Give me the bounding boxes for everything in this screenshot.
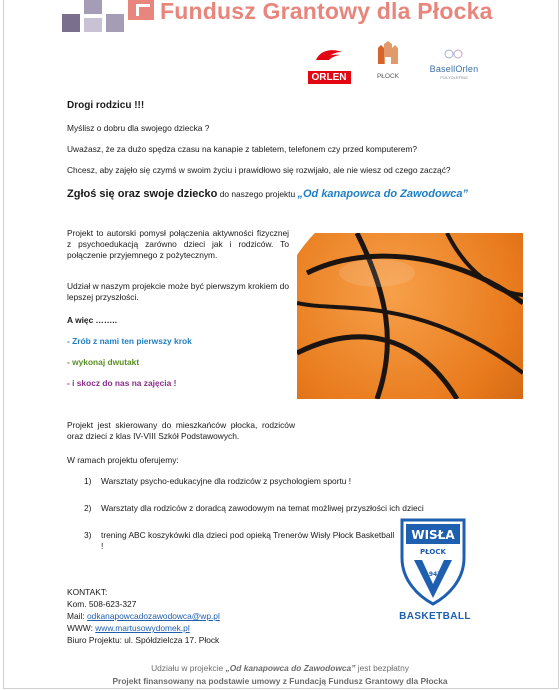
step-first: - Zrób z nami ten pierwszy krok [67,336,192,346]
offer-intro: W ramach projektu oferujemy: [67,455,179,465]
contact-www-link[interactable]: www.martusowydomek.pl [95,623,190,633]
footer-free-participation [0,663,560,673]
contact-mail-row [67,611,220,622]
offer-3-text: trening ABC koszykówki dla dzieci pod opieką Trenerów Wisły Płock Basketball ! [101,530,395,552]
orlen-logo-text: ORLEN [308,71,351,84]
basketball-image [297,233,523,399]
grant-fund-logo-blocks [62,0,158,32]
contact-mail-link[interactable]: odkanapowcadozawodowca@wp.pl [87,611,220,621]
basell-orlen-wave-icon [444,49,464,59]
plock-logo-text: PŁOCK [376,73,400,80]
offer-2-text: Warsztaty dla rodziców z doradcą zawodowym na temat możliwej przyszłości ich dzieci [101,503,424,513]
contact-heading: KONTAKT: [67,587,108,597]
target-audience: Projekt jest skierowany do mieszkańców płocka, rodziców oraz dzieci z klas IV-VIII Szkół Podstawowych. [67,420,295,442]
footer-line1-project: „Od kanapowca do Zawodowca” [225,663,356,673]
crest-year: 1947 [424,571,442,578]
letter-question-3: Chcesz, aby zajęło się czymś w swoim życiu i prawidłowo się rozwijało, ale nie wiesz od czego zacząć? [67,165,451,175]
footer-line1-suffix: jest bezpłatny [355,663,409,673]
cta-connector: do naszego projektu [217,189,298,199]
crest-city: PŁOCK [420,548,446,556]
step-second: - wykonaj dwutakt [67,357,140,367]
orlen-eagle-icon [314,46,344,62]
letter-question-1: Myślisz o dobru dla swojego dziecka ? [67,123,210,133]
wisla-plock-crest [400,518,466,606]
call-to-action [67,184,468,202]
basketball-icon [297,233,523,399]
project-benefit: Udział w naszym projekcie może być pierwszym krokiem do lepszej przyszłości. [67,281,290,303]
crest-sport-label: BASKETBALL [399,611,471,622]
brand-title: Fundusz Grantowy dla Płocka [160,0,493,24]
crest-name: WISŁA [411,528,455,542]
offer-2-number: 2) [84,503,92,513]
cta-project-name: „Od kanapowca do Zawodowca” [297,188,469,200]
basell-orlen-logo-text: BasellOrlen [429,64,479,74]
offer-3-number: 3) [84,530,92,540]
letter-greeting: Drogi rodzicu !!! [67,100,145,111]
offer-1-text: Warsztaty psycho-edukacyjne dla rodziców z psychologiem sportu ! [101,476,352,486]
orlen-logo [304,46,354,85]
plock-city-logo [368,40,408,80]
offer-1-number: 1) [84,476,92,486]
basell-orlen-logo [418,46,490,80]
plock-castle-icon [375,40,401,66]
contact-office: Biuro Projektu: ul. Spółdzielcza 17. Płock [67,635,220,645]
step-third: - i skocz do nas na zajęcia ! [67,378,177,388]
letter-question-2: Uważasz, że za dużo spędza czasu na kanapie z tabletem, telefonem czy przed komputerem? [67,144,418,154]
contact-www-label: WWW: [67,623,96,633]
cta-lead: Zgłoś się oraz swoje dziecko [67,188,218,200]
footer-line1-prefix: Udziału w projekcie [151,663,226,673]
footer-funding: Projekt finansowany na podstawie umowy z Fundacją Fundusz Grantowy dla Płocka [112,676,448,686]
basell-orlen-logo-subtext: POLYOLEFINS [440,75,468,80]
project-description: Projekt to autorski pomysł połączenia aktywności fizycznej z psychoedukacją zarówno dzieci jak i rodziców. To połączenie przyjemnego z pożytecznym. [67,228,289,261]
a-wiec-heading: A więc …….. [67,315,117,325]
contact-www-row [67,623,190,634]
contact-mail-label: Mail: [67,611,88,621]
contact-phone: Kom. 508-623-327 [67,599,137,609]
